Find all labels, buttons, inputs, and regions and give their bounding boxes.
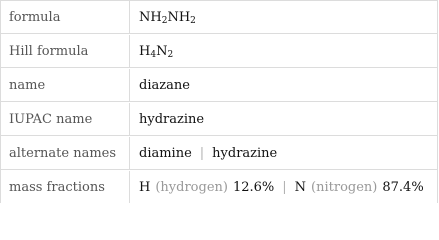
label-iupac-name: IUPAC name bbox=[1, 103, 130, 135]
row-name bbox=[1, 69, 437, 102]
formula-part: NH bbox=[139, 9, 162, 25]
element-symbol: H bbox=[139, 179, 151, 195]
label-name: name bbox=[1, 69, 130, 101]
alternate-name: diamine bbox=[139, 145, 192, 161]
row-iupac-name bbox=[1, 103, 437, 136]
value-hill-formula bbox=[130, 35, 437, 67]
value-formula bbox=[130, 1, 437, 33]
value-iupac-name: hydrazine bbox=[139, 111, 205, 127]
element-percent: 87.4% bbox=[382, 179, 424, 195]
row-formula bbox=[1, 1, 437, 34]
element-name: (nitrogen) bbox=[311, 179, 378, 195]
label-formula: formula bbox=[1, 1, 130, 33]
row-hill-formula bbox=[1, 35, 437, 68]
separator: | bbox=[199, 145, 205, 161]
element-percent: 12.6% bbox=[232, 179, 275, 195]
value-name: diazane bbox=[139, 77, 190, 93]
hill-subscript: 2 bbox=[167, 50, 174, 60]
row-mass-fractions bbox=[1, 171, 437, 203]
value-mass-fractions bbox=[130, 171, 437, 203]
hill-subscript: 4 bbox=[150, 50, 157, 60]
row-alternate-names bbox=[1, 137, 437, 170]
element-name: (hydrogen) bbox=[155, 179, 228, 195]
hill-part: N bbox=[156, 43, 168, 59]
formula-subscript: 2 bbox=[161, 16, 168, 26]
value-alternate-names bbox=[130, 137, 437, 169]
formula-subscript: 2 bbox=[190, 16, 196, 26]
hill-part: H bbox=[139, 43, 151, 59]
label-hill-formula: Hill formula bbox=[1, 35, 130, 67]
label-mass-fractions: mass fractions bbox=[1, 171, 130, 203]
alternate-name: hydrazine bbox=[212, 145, 278, 161]
separator: | bbox=[282, 179, 287, 195]
label-alternate-names: alternate names bbox=[1, 137, 130, 169]
formula-part: NH bbox=[167, 9, 191, 25]
element-symbol: N bbox=[294, 179, 307, 195]
